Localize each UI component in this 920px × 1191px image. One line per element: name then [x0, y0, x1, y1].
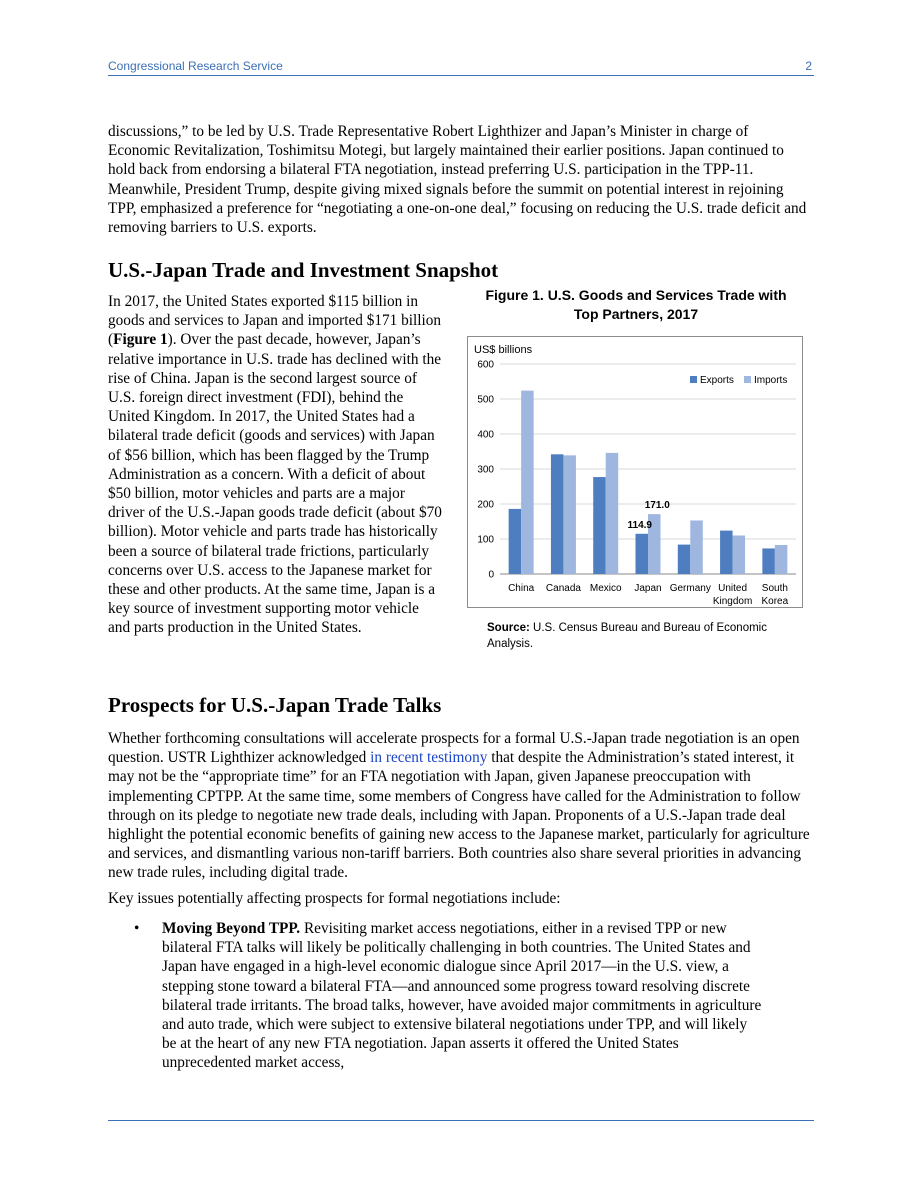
bar-exports [678, 545, 691, 574]
snapshot-text-1: In 2017, the United States exported $115 billion in goods and services to Japan and imported $171 billion ( [108, 293, 442, 349]
key-issues-intro: Key issues potentially affecting prospects for formal negotiations include: [108, 890, 561, 907]
bar-exports [762, 548, 775, 574]
list-item [108, 919, 762, 1073]
bar-exports [593, 477, 606, 574]
bullet-title: Moving Beyond TPP. [162, 920, 301, 937]
bar-imports [690, 520, 703, 574]
y-tick-label: 400 [477, 429, 494, 441]
x-tick-label: Germany [669, 583, 711, 594]
y-tick-label: 600 [477, 359, 494, 371]
bar-imports [563, 455, 576, 574]
bar-exports [636, 534, 649, 574]
x-tick-label: Kingdom [712, 596, 753, 607]
legend-swatch [744, 376, 751, 383]
y-tick-label: 100 [477, 534, 494, 546]
prospects-text-1: Whether forthcoming consultations will accelerate prospects for a formal U.S.-Japan trade negotiation is an open question. USTR Lighthizer acknowledged [108, 730, 800, 767]
snapshot-text-2: ). Over the past decade, however, Japan’s relative importance in U.S. trade has declined with the rise of China. Japan is the second largest source of U.S. foreign direct investment (FDI), behind the United Kingdom. In 2017, the United States had a bilateral trade deficit (goods and services) with Japan of $56 billion, which has been flagged by the Trump Administration as a concern. With a deficit of about $50 billion, motor vehicles and parts are a major driver of the U.S.-Japan goods trade deficit (about $70 billion). Motor vehicle and parts trade has historically been a source of bilateral trade frictions, particularly concerns over U.S. access to the Japanese market for these and other products. At the same time, Japan is a key source of investment supporting motor vehicle and parts production in the United States. [108, 331, 442, 637]
data-label: 171.0 [644, 500, 670, 512]
key-issues-list [108, 919, 814, 1073]
data-label: 114.9 [627, 519, 652, 531]
x-tick-label: China [508, 583, 535, 594]
legend-label: Exports [700, 375, 734, 386]
bar-exports [509, 509, 522, 574]
y-tick-label: 200 [477, 499, 494, 511]
y-axis-label: US$ billions [474, 344, 533, 356]
y-tick-label: 500 [477, 394, 494, 406]
y-tick-label: 0 [488, 569, 494, 581]
legend-swatch [690, 376, 697, 383]
figure-reference: Figure 1 [113, 331, 168, 349]
bar-exports [551, 454, 564, 574]
x-tick-label: South [761, 583, 788, 594]
chart-legend [690, 375, 787, 386]
prospects-text-2: that despite the Administration’s stated interest, it may not be the “appropriate time” for an FTA negotiation with Japan, given Japanese preoccupation with implementing CPTPP. At the same time, some members of Congress have called for the Administration to follow through on its pledge to negotiate new trade deals, including with Japan. Proponents of a U.S.-Japan trade deal highlight the potential economic benefits of gaining new access to the Japanese market, particularly for agriculture and services, and dismantling various non-tariff barriers. Both countries also share several priorities in advancing new trade rules, including digital trade. [108, 749, 810, 882]
x-tick-label: Mexico [589, 583, 622, 594]
intro-paragraph: discussions,” to be led by U.S. Trade Representative Robert Lighthizer and Japan’s Minister in charge of Economic Revitalization, Toshimitsu Motegi, but largely maintained their earlier positions. Japan continued to hold back from endorsing a bilateral FTA negotiation, instead preferring U.S. participation in the TPP-11. Meanwhile, President Trump, despite giving mixed signals before the summit on potential interest in rejoining TPP, emphasized a preference for “negotiating a one-on-one deal,” focusing on reducing the U.S. trade deficit and removing barriers to U.S. exports. [108, 123, 807, 237]
bar-exports [720, 531, 733, 574]
bar-imports [521, 391, 533, 574]
figure-1 [458, 286, 814, 650]
bar-imports [775, 545, 788, 574]
x-tick-label: Japan [634, 583, 662, 594]
footer-rule [108, 1120, 814, 1121]
x-tick-label: Korea [761, 596, 789, 607]
x-tick-label: United [718, 583, 748, 594]
figure-title [458, 286, 814, 324]
source-text: U.S. Census Bureau and Bureau of Economic Analysis. [487, 622, 767, 650]
bar-imports [733, 536, 746, 575]
page-number: 2 [805, 59, 812, 73]
figure-title-line1: Figure 1. U.S. Goods and Services Trade with [485, 287, 787, 303]
source-label: Source: [487, 622, 530, 634]
header-publisher: Congressional Research Service [108, 59, 283, 73]
testimony-link[interactable]: in recent testimony [370, 749, 488, 767]
figure-source [487, 620, 807, 652]
section-heading-prospects: Prospects for U.S.-Japan Trade Talks [108, 693, 442, 717]
prospects-paragraph [108, 729, 814, 883]
x-tick-label: Canada [545, 583, 581, 594]
figure-title-line2: Top Partners, 2017 [573, 306, 699, 322]
y-tick-label: 300 [477, 464, 494, 476]
bar-imports [606, 453, 619, 574]
section-heading-snapshot: U.S.-Japan Trade and Investment Snapshot [108, 258, 499, 282]
bullet-marker: • [134, 920, 140, 937]
page-header [108, 58, 814, 76]
legend-label: Imports [754, 375, 788, 386]
bullet-text: Revisiting market access negotiations, either in a revised TPP or new bilateral FTA talks will likely be politically challenging in both countries. The United States and Japan have engaged in a high-level economic dialogue since April 2017—in the U.S. view, a stepping stone toward a bilateral FTA—and announced some progress toward resolving discrete bilateral trade irritants. The broad talks, however, have avoided major commitments in agriculture and auto trade, which were subject to extensive bilateral negotiations under TPP, and will likely be at the heart of any new FTA negotiation. Japan asserts it offered the United States unprecedented market access, [162, 920, 762, 1072]
trade-bar-chart [468, 337, 802, 607]
snapshot-paragraph [108, 292, 444, 638]
chart-container [467, 336, 803, 608]
